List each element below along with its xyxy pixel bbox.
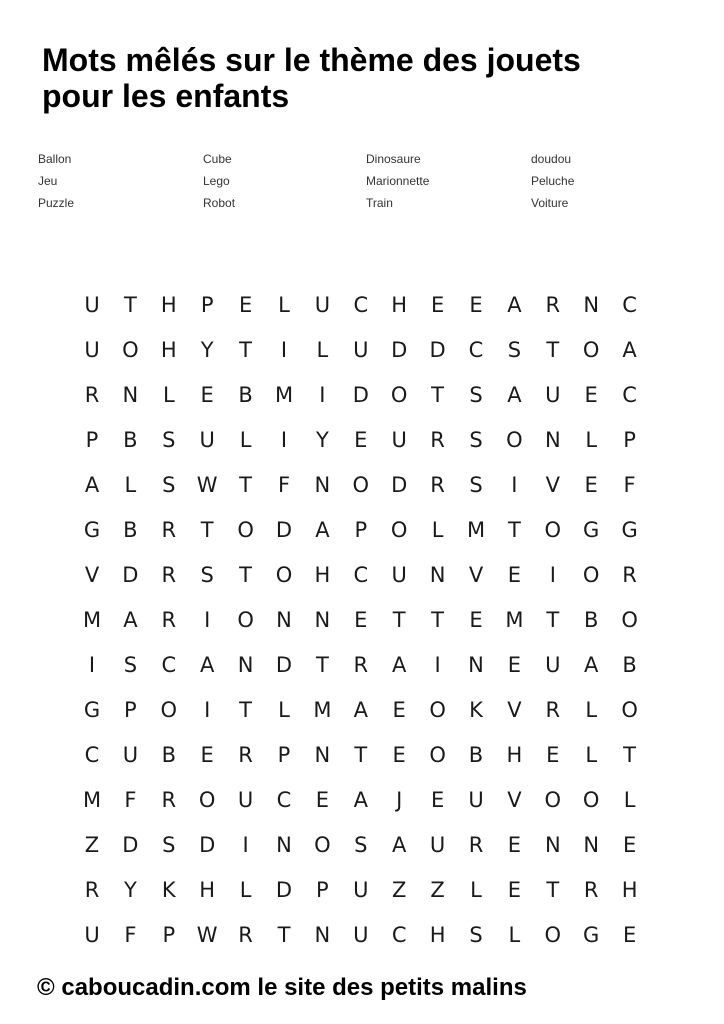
grid-letter: T <box>239 697 252 722</box>
grid-letter: R <box>238 922 253 947</box>
grid-letter: V <box>507 697 522 722</box>
grid-letter: P <box>354 517 368 542</box>
grid-letter: N <box>314 607 331 632</box>
grid-letter: Z <box>84 832 100 857</box>
grid-letter: T <box>507 517 521 542</box>
grid-letter: D <box>275 652 293 677</box>
grid-letter: W <box>196 472 218 497</box>
word-list-item: Robot <box>203 196 236 210</box>
grid-letter: U <box>545 382 561 407</box>
grid-letter: E <box>507 832 522 857</box>
word-list-item: Lego <box>203 174 230 188</box>
grid-letter: I <box>242 832 249 857</box>
grid-letter: N <box>429 562 446 587</box>
grid-letter: U <box>84 922 100 947</box>
grid-letter: D <box>199 832 216 857</box>
grid-letter: I <box>319 382 326 407</box>
grid-letter: U <box>122 742 139 767</box>
grid-letter: E <box>469 292 483 317</box>
grid-letter: N <box>122 382 139 407</box>
grid-letter: L <box>585 742 598 767</box>
grid-letter: A <box>507 292 522 317</box>
grid-letter: M <box>274 382 294 407</box>
grid-letter: E <box>507 877 522 902</box>
grid-letter: O <box>390 382 408 407</box>
grid-letter: U <box>199 427 215 452</box>
grid-letter: N <box>583 832 600 857</box>
grid-letter: E <box>200 742 214 767</box>
grid-letter: L <box>623 787 636 812</box>
grid-letter: N <box>544 832 561 857</box>
grid-letter: R <box>353 652 369 677</box>
grid-letter: D <box>429 337 446 362</box>
grid-letter: H <box>160 337 177 362</box>
grid-letter: H <box>391 292 408 317</box>
grid-letter: O <box>314 832 331 857</box>
grid-letter: D <box>391 337 408 362</box>
grid-letter: U <box>391 427 407 452</box>
grid-letter: R <box>84 382 100 407</box>
grid-letter: P <box>85 427 99 452</box>
grid-letter: N <box>237 652 254 677</box>
grid-letter: P <box>162 922 176 947</box>
grid-letter: N <box>314 742 331 767</box>
grid-letter: N <box>276 832 292 857</box>
word-list-item: Train <box>366 196 393 210</box>
grid-letter: T <box>315 652 329 677</box>
grid-letter: C <box>353 292 369 317</box>
word-list-item: Voiture <box>531 196 569 210</box>
grid-letter: E <box>507 652 522 677</box>
grid-letter: O <box>390 517 408 542</box>
grid-letter: C <box>161 652 177 677</box>
grid-letter: R <box>430 427 445 452</box>
grid-letter: Z <box>430 877 445 902</box>
word-list <box>38 152 698 218</box>
grid-letter: Y <box>200 337 214 362</box>
grid-letter: L <box>239 427 252 452</box>
grid-letter: R <box>545 697 561 722</box>
grid-letter: R <box>161 607 177 632</box>
grid-letter: T <box>392 607 406 632</box>
grid-letter: E <box>622 922 637 947</box>
grid-letter: S <box>123 652 138 677</box>
grid-letter: H <box>314 562 331 587</box>
grid-letter: C <box>622 382 637 407</box>
grid-letter: R <box>161 787 177 812</box>
grid-letter: P <box>277 742 291 767</box>
grid-letter: A <box>84 472 100 497</box>
word-list-item: Dinosaure <box>366 152 421 166</box>
grid-letter: A <box>353 787 368 812</box>
grid-letter: H <box>506 742 523 767</box>
grid-letter: S <box>469 382 483 407</box>
grid-letter: H <box>621 877 638 902</box>
grid-letter: B <box>123 427 138 452</box>
grid-letter: M <box>313 697 332 722</box>
grid-letter: F <box>277 472 291 497</box>
word-list-item: Marionnette <box>366 174 430 188</box>
title-line-1: Mots mêlés sur le thème des jouets <box>42 42 581 78</box>
grid-letter: B <box>161 742 176 767</box>
grid-letter: C <box>468 337 484 362</box>
grid-letter: A <box>200 652 215 677</box>
grid-letter: O <box>237 517 254 542</box>
grid-letter: M <box>505 607 524 632</box>
grid-letter: O <box>582 562 600 587</box>
grid-letter: F <box>623 472 636 497</box>
title-line-2: pour les enfants <box>42 78 290 114</box>
grid-letter: S <box>469 427 483 452</box>
grid-letter: C <box>353 562 369 587</box>
grid-letter: E <box>584 472 598 497</box>
grid-letter: A <box>123 607 138 632</box>
grid-letter: U <box>237 787 254 812</box>
grid-letter: B <box>583 607 599 632</box>
grid-letter: S <box>162 832 176 857</box>
grid-letter: E <box>354 427 368 452</box>
grid-letter: T <box>546 337 560 362</box>
grid-letter: L <box>508 922 521 947</box>
letter-grid <box>73 282 649 957</box>
grid-letter: L <box>278 697 290 722</box>
grid-letter: H <box>199 877 216 902</box>
grid-letter: G <box>83 517 101 542</box>
grid-letter: R <box>84 877 100 902</box>
grid-letter: T <box>239 337 252 362</box>
grid-letter: G <box>621 517 638 542</box>
grid-letter: T <box>200 517 214 542</box>
grid-letter: O <box>122 337 139 362</box>
grid-letter: K <box>469 697 483 722</box>
grid-letter: I <box>280 337 288 362</box>
grid-letter: G <box>83 697 101 722</box>
grid-letter: Z <box>391 877 407 902</box>
grid-letter: J <box>396 787 403 812</box>
grid-letter: E <box>469 607 483 632</box>
grid-letter: S <box>507 337 522 362</box>
grid-letter: L <box>239 877 252 902</box>
grid-letter: E <box>546 742 560 767</box>
grid-letter: M <box>82 787 102 812</box>
grid-letter: L <box>585 427 598 452</box>
grid-letter: T <box>354 742 368 767</box>
grid-letter: E <box>354 607 368 632</box>
grid-letter: G <box>583 922 600 947</box>
grid-letter: E <box>200 382 214 407</box>
grid-letter: E <box>430 787 445 812</box>
grid-letter: A <box>392 832 407 857</box>
grid-letter: O <box>352 472 370 497</box>
grid-letter: H <box>160 292 177 317</box>
grid-letter: E <box>430 292 445 317</box>
grid-letter: O <box>160 697 178 722</box>
grid-letter: N <box>314 922 331 947</box>
grid-letter: S <box>200 562 214 587</box>
grid-letter: O <box>621 607 638 632</box>
grid-letter: A <box>507 382 522 407</box>
grid-letter: N <box>314 472 331 497</box>
grid-letter: U <box>429 832 446 857</box>
grid-letter: I <box>204 607 211 632</box>
grid-letter: O <box>198 787 216 812</box>
word-list-item: Peluche <box>531 174 575 188</box>
grid-letter: R <box>583 877 599 902</box>
grid-letter: C <box>84 742 100 767</box>
grid-letter: B <box>123 517 138 542</box>
grid-letter: O <box>621 697 638 722</box>
grid-letter: O <box>544 517 562 542</box>
grid-letter: R <box>468 832 484 857</box>
grid-letter: A <box>622 337 637 362</box>
grid-letter: T <box>431 382 444 407</box>
grid-letter: A <box>353 697 368 722</box>
grid-letter: N <box>276 607 292 632</box>
footer-copyright: © caboucadin.com le site des petits malins <box>37 974 527 1001</box>
grid-letter: O <box>429 697 446 722</box>
grid-letter: L <box>585 697 598 722</box>
grid-letter: U <box>353 337 369 362</box>
grid-letter: U <box>545 652 561 677</box>
grid-letter: V <box>84 562 100 587</box>
grid-letter: M <box>466 517 486 542</box>
word-list-item: Puzzle <box>38 196 75 210</box>
grid-letter: W <box>196 922 218 947</box>
grid-letter: F <box>124 787 137 812</box>
grid-letter: Y <box>123 877 137 902</box>
grid-letter: N <box>544 427 561 452</box>
grid-letter: S <box>354 832 368 857</box>
grid-letter: R <box>238 742 253 767</box>
grid-letter: G <box>583 517 600 542</box>
grid-letter: C <box>391 922 407 947</box>
grid-letter: D <box>352 382 369 407</box>
grid-letter: R <box>161 517 177 542</box>
grid-letter: T <box>623 742 636 767</box>
grid-letter: I <box>280 427 288 452</box>
grid-letter: D <box>275 877 293 902</box>
grid-letter: L <box>162 382 175 407</box>
grid-letter: L <box>470 877 482 902</box>
grid-letter: M <box>82 607 102 632</box>
grid-letter: P <box>623 427 636 452</box>
grid-letter: R <box>545 292 561 317</box>
word-list-item: doudou <box>531 152 572 166</box>
grid-letter: T <box>546 877 560 902</box>
grid-letter: O <box>582 787 600 812</box>
grid-letter: O <box>429 742 446 767</box>
grid-letter: D <box>391 472 408 497</box>
grid-letter: N <box>468 652 484 677</box>
grid-letter: A <box>584 652 599 677</box>
grid-letter: T <box>431 607 444 632</box>
grid-letter: D <box>122 832 139 857</box>
grid-letter: O <box>582 337 600 362</box>
grid-letter: C <box>276 787 292 812</box>
grid-letter: I <box>511 472 518 497</box>
grid-letter: I <box>204 697 211 722</box>
grid-letter: D <box>122 562 139 587</box>
grid-letter: L <box>431 517 444 542</box>
grid-letter: B <box>238 382 253 407</box>
grid-letter: H <box>429 922 446 947</box>
grid-letter: T <box>123 292 137 317</box>
grid-letter: K <box>161 877 176 902</box>
grid-letter: O <box>275 562 293 587</box>
grid-letter: R <box>161 562 177 587</box>
grid-letter: O <box>544 922 562 947</box>
grid-letter: V <box>468 562 484 587</box>
page-title <box>42 42 702 114</box>
grid-letter: U <box>84 292 100 317</box>
grid-letter: L <box>124 472 137 497</box>
grid-letter: E <box>392 742 406 767</box>
grid-letter: E <box>584 382 598 407</box>
grid-letter: O <box>237 607 254 632</box>
grid-letter: E <box>507 562 522 587</box>
word-list-item: Cube <box>203 152 232 166</box>
grid-letter: U <box>353 877 369 902</box>
grid-letter: L <box>316 337 329 362</box>
grid-letter: P <box>124 697 137 722</box>
grid-letter: S <box>469 922 483 947</box>
grid-letter: R <box>622 562 637 587</box>
grid-letter: A <box>392 652 407 677</box>
grid-letter: O <box>506 427 523 452</box>
grid-letter: L <box>278 292 290 317</box>
grid-letter: P <box>200 292 214 317</box>
grid-letter: E <box>392 697 406 722</box>
grid-letter: E <box>315 787 330 812</box>
grid-letter: O <box>544 787 562 812</box>
grid-letter: I <box>88 652 96 677</box>
grid-letter: V <box>507 787 522 812</box>
grid-letter: Y <box>315 427 329 452</box>
grid-letter: I <box>434 652 441 677</box>
grid-letter: B <box>622 652 637 677</box>
grid-letter: E <box>238 292 253 317</box>
grid-letter: U <box>314 292 331 317</box>
grid-letter: E <box>622 832 637 857</box>
grid-letter: F <box>124 922 137 947</box>
grid-letter: S <box>469 472 483 497</box>
grid-letter: D <box>275 517 293 542</box>
grid-letter: B <box>468 742 484 767</box>
grid-letter: I <box>549 562 556 587</box>
grid-letter: R <box>430 472 445 497</box>
grid-letter: U <box>84 337 100 362</box>
grid-letter: T <box>239 472 252 497</box>
grid-letter: S <box>162 427 176 452</box>
grid-letter: U <box>391 562 407 587</box>
grid-letter: C <box>622 292 637 317</box>
grid-letter: T <box>546 607 560 632</box>
grid-letter: T <box>239 562 252 587</box>
grid-letter: U <box>353 922 369 947</box>
grid-letter: S <box>162 472 176 497</box>
grid-letter: N <box>583 292 600 317</box>
word-list-item: Jeu <box>38 174 58 188</box>
word-list-item: Ballon <box>38 152 72 166</box>
grid-letter: U <box>468 787 484 812</box>
grid-letter: A <box>315 517 330 542</box>
grid-letter: P <box>316 877 329 902</box>
grid-letter: V <box>545 472 560 497</box>
grid-letter: T <box>277 922 291 947</box>
